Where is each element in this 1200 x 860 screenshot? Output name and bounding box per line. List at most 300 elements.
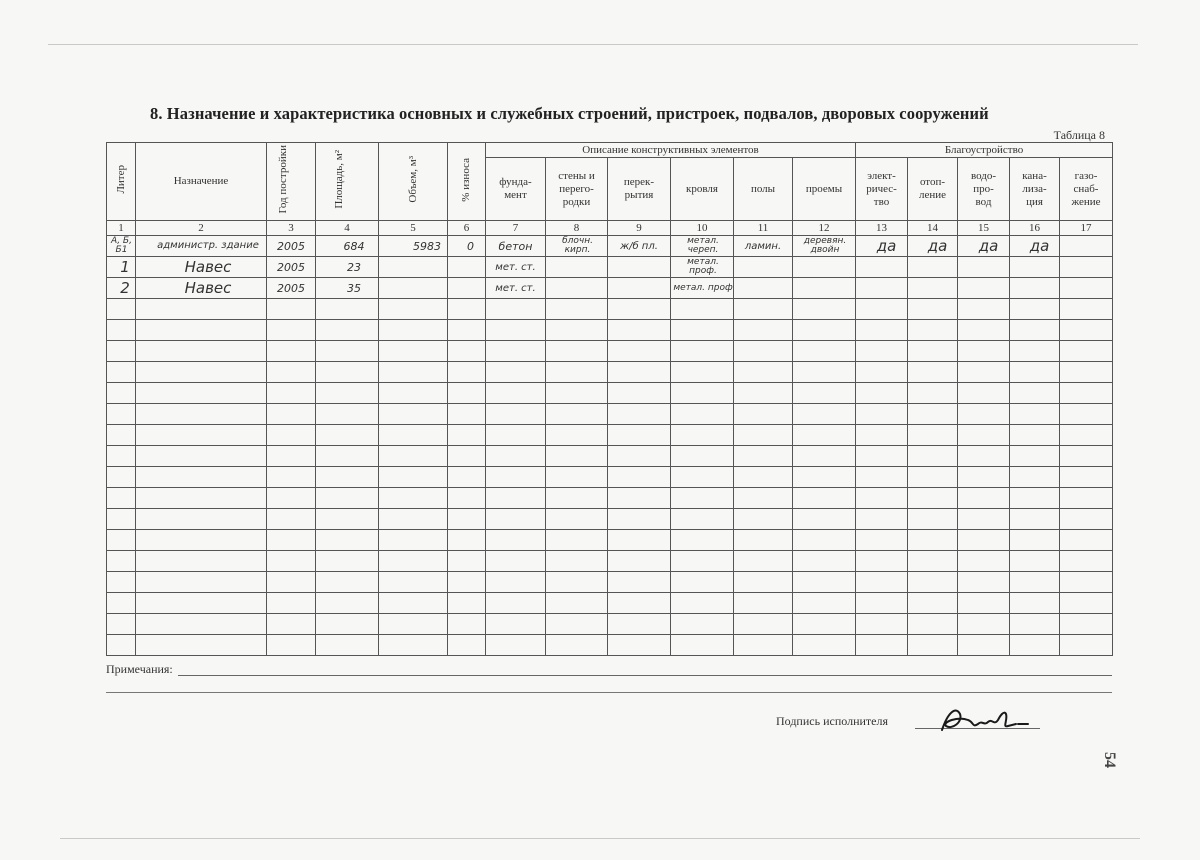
- empty-cell: [734, 635, 793, 656]
- cell-electric: да: [856, 236, 908, 257]
- empty-cell: [671, 467, 734, 488]
- empty-cell: [486, 383, 546, 404]
- empty-cell: [734, 362, 793, 383]
- empty-cell: [1060, 551, 1113, 572]
- empty-cell: [908, 572, 958, 593]
- cell-foundation: мет. ст.: [486, 257, 546, 278]
- column-numbers-row: 1 2 3 4 5 6 7 8 9 10 11 12 13 14 15 16 17: [107, 221, 1113, 236]
- cell-wear: 0: [448, 236, 486, 257]
- page-stamp: 54: [1101, 752, 1118, 768]
- empty-cell: [316, 425, 379, 446]
- empty-cell: [856, 299, 908, 320]
- empty-cell: [316, 383, 379, 404]
- empty-cell: [107, 614, 136, 635]
- empty-cell: [379, 467, 448, 488]
- empty-cell: [856, 635, 908, 656]
- empty-cell: [546, 362, 608, 383]
- cell-roof: метал. проф.: [671, 257, 734, 278]
- cell-water: да: [958, 236, 1010, 257]
- empty-cell: [316, 593, 379, 614]
- empty-cell: [734, 299, 793, 320]
- empty-cell: [958, 446, 1010, 467]
- empty-cell: [1060, 488, 1113, 509]
- empty-cell: [856, 530, 908, 551]
- empty-cell: [379, 320, 448, 341]
- header-year: Год постройки: [267, 143, 316, 221]
- empty-cell: [958, 614, 1010, 635]
- empty-cell: [136, 299, 267, 320]
- empty-cell: [908, 362, 958, 383]
- empty-cell: [267, 551, 316, 572]
- empty-cell: [908, 551, 958, 572]
- empty-cell: [448, 341, 486, 362]
- empty-cell: [908, 467, 958, 488]
- empty-cell: [1010, 404, 1060, 425]
- empty-cell: [793, 509, 856, 530]
- empty-cell: [908, 593, 958, 614]
- header-sewer: кана-лиза-ция: [1010, 158, 1060, 221]
- cell-area: 684: [316, 236, 379, 257]
- empty-cell: [546, 572, 608, 593]
- empty-cell: [136, 572, 267, 593]
- empty-table-row: [107, 530, 1113, 551]
- empty-cell: [793, 614, 856, 635]
- scan-edge-top: [48, 44, 1138, 45]
- cell-name: администр. здание: [136, 236, 267, 257]
- empty-cell: [1010, 551, 1060, 572]
- empty-cell: [856, 614, 908, 635]
- empty-cell: [1060, 383, 1113, 404]
- cell-foundation: мет. ст.: [486, 278, 546, 299]
- empty-table-row: [107, 299, 1113, 320]
- empty-cell: [608, 299, 671, 320]
- empty-cell: [379, 530, 448, 551]
- empty-table-row: [107, 425, 1113, 446]
- empty-cell: [1010, 614, 1060, 635]
- empty-cell: [267, 614, 316, 635]
- empty-cell: [136, 425, 267, 446]
- cell-name: Навес: [136, 257, 267, 278]
- empty-cell: [793, 488, 856, 509]
- empty-cell: [1010, 509, 1060, 530]
- empty-cell: [267, 425, 316, 446]
- empty-cell: [379, 572, 448, 593]
- empty-cell: [379, 488, 448, 509]
- cell-year: 2005: [267, 236, 316, 257]
- empty-cell: [793, 299, 856, 320]
- empty-cell: [1060, 467, 1113, 488]
- empty-cell: [793, 320, 856, 341]
- empty-cell: [267, 572, 316, 593]
- empty-cell: [546, 614, 608, 635]
- empty-cell: [486, 320, 546, 341]
- empty-table-row: [107, 551, 1113, 572]
- empty-cell: [856, 488, 908, 509]
- cell-heating: [908, 278, 958, 299]
- cell-electric: [856, 257, 908, 278]
- empty-cell: [671, 341, 734, 362]
- empty-cell: [267, 467, 316, 488]
- empty-cell: [958, 488, 1010, 509]
- empty-cell: [908, 530, 958, 551]
- empty-cell: [486, 467, 546, 488]
- empty-cell: [267, 593, 316, 614]
- header-roof: кровля: [671, 158, 734, 221]
- empty-cell: [107, 299, 136, 320]
- signature-label: Подпись исполнителя: [776, 714, 888, 728]
- empty-cell: [734, 530, 793, 551]
- empty-cell: [608, 509, 671, 530]
- empty-cell: [316, 509, 379, 530]
- empty-cell: [448, 614, 486, 635]
- empty-cell: [107, 488, 136, 509]
- empty-cell: [107, 593, 136, 614]
- empty-table-row: [107, 446, 1113, 467]
- empty-cell: [486, 446, 546, 467]
- empty-cell: [1060, 404, 1113, 425]
- empty-cell: [136, 446, 267, 467]
- empty-cell: [793, 551, 856, 572]
- empty-cell: [267, 362, 316, 383]
- empty-cell: [608, 572, 671, 593]
- notes-label: Примечания:: [106, 662, 173, 676]
- empty-cell: [486, 635, 546, 656]
- cell-floors-over: [608, 257, 671, 278]
- header-group-blago: Благоустройство: [856, 143, 1113, 158]
- empty-cell: [958, 299, 1010, 320]
- empty-cell: [958, 341, 1010, 362]
- empty-cell: [734, 446, 793, 467]
- header-water: водо-про-вод: [958, 158, 1010, 221]
- cell-liter: 1: [107, 257, 136, 278]
- cell-roof: метал. череп.: [671, 236, 734, 257]
- empty-cell: [1060, 446, 1113, 467]
- empty-cell: [107, 551, 136, 572]
- empty-table-row: [107, 572, 1113, 593]
- empty-cell: [608, 362, 671, 383]
- empty-cell: [908, 383, 958, 404]
- cell-openings: деревян. двойн: [793, 236, 856, 257]
- empty-table-row: [107, 320, 1113, 341]
- empty-cell: [671, 299, 734, 320]
- notes-line: [178, 675, 1112, 676]
- empty-cell: [671, 572, 734, 593]
- empty-cell: [136, 404, 267, 425]
- cell-walls: [546, 257, 608, 278]
- cell-wear: [448, 257, 486, 278]
- empty-cell: [958, 425, 1010, 446]
- empty-cell: [608, 446, 671, 467]
- empty-cell: [1060, 509, 1113, 530]
- page-title: 8. Назначение и характеристика основных и служебных строений, пристроек, подвалов, дворовых сооружений: [150, 104, 989, 123]
- empty-cell: [793, 467, 856, 488]
- empty-cell: [958, 530, 1010, 551]
- cell-sewer: [1010, 278, 1060, 299]
- empty-cell: [908, 320, 958, 341]
- empty-cell: [1010, 635, 1060, 656]
- empty-cell: [546, 320, 608, 341]
- empty-cell: [448, 362, 486, 383]
- empty-cell: [958, 635, 1010, 656]
- empty-cell: [486, 509, 546, 530]
- empty-cell: [856, 446, 908, 467]
- empty-cell: [856, 572, 908, 593]
- empty-cell: [486, 425, 546, 446]
- empty-cell: [793, 572, 856, 593]
- table-row: [107, 236, 1113, 257]
- cell-foundation: бетон: [486, 236, 546, 257]
- empty-cell: [107, 530, 136, 551]
- empty-cell: [734, 467, 793, 488]
- cell-volume: [379, 257, 448, 278]
- empty-cell: [734, 404, 793, 425]
- empty-cell: [793, 593, 856, 614]
- empty-cell: [1010, 383, 1060, 404]
- empty-cell: [856, 362, 908, 383]
- empty-cell: [734, 593, 793, 614]
- empty-cell: [1060, 572, 1113, 593]
- header-floors-over: перек-рытия: [608, 158, 671, 221]
- empty-cell: [1010, 320, 1060, 341]
- header-liter: Литер: [107, 143, 136, 221]
- empty-cell: [107, 572, 136, 593]
- empty-cell: [608, 530, 671, 551]
- empty-cell: [267, 446, 316, 467]
- empty-cell: [486, 404, 546, 425]
- cell-walls: блочн. кирп.: [546, 236, 608, 257]
- empty-cell: [546, 488, 608, 509]
- empty-cell: [486, 299, 546, 320]
- empty-table-row: [107, 404, 1113, 425]
- empty-cell: [1010, 446, 1060, 467]
- empty-cell: [671, 404, 734, 425]
- empty-cell: [608, 404, 671, 425]
- empty-cell: [136, 320, 267, 341]
- empty-cell: [546, 341, 608, 362]
- empty-cell: [316, 446, 379, 467]
- header-gas: газо-снаб-жение: [1060, 158, 1113, 221]
- empty-cell: [1010, 572, 1060, 593]
- empty-cell: [546, 509, 608, 530]
- empty-cell: [958, 572, 1010, 593]
- table-label: Таблица 8: [1053, 128, 1105, 142]
- empty-cell: [107, 446, 136, 467]
- header-wear: % износа: [448, 143, 486, 221]
- empty-cell: [486, 488, 546, 509]
- empty-cell: [448, 467, 486, 488]
- empty-cell: [608, 488, 671, 509]
- empty-cell: [793, 530, 856, 551]
- empty-cell: [316, 299, 379, 320]
- empty-cell: [671, 425, 734, 446]
- empty-cell: [448, 383, 486, 404]
- empty-cell: [671, 530, 734, 551]
- empty-cell: [793, 635, 856, 656]
- empty-cell: [1010, 362, 1060, 383]
- empty-cell: [1060, 635, 1113, 656]
- empty-table-row: [107, 509, 1113, 530]
- empty-cell: [316, 572, 379, 593]
- empty-cell: [486, 593, 546, 614]
- empty-table-row: [107, 614, 1113, 635]
- empty-cell: [267, 530, 316, 551]
- cell-year: 2005: [267, 278, 316, 299]
- empty-cell: [546, 446, 608, 467]
- empty-cell: [379, 362, 448, 383]
- empty-cell: [136, 467, 267, 488]
- empty-cell: [107, 509, 136, 530]
- empty-cell: [267, 383, 316, 404]
- empty-cell: [316, 551, 379, 572]
- empty-cell: [1060, 425, 1113, 446]
- empty-cell: [608, 635, 671, 656]
- header-walls: стены и перего-родки: [546, 158, 608, 221]
- empty-cell: [1060, 614, 1113, 635]
- empty-cell: [448, 509, 486, 530]
- cell-openings: [793, 257, 856, 278]
- cell-area: 23: [316, 257, 379, 278]
- empty-cell: [793, 362, 856, 383]
- empty-cell: [1010, 488, 1060, 509]
- empty-cell: [107, 425, 136, 446]
- empty-cell: [856, 425, 908, 446]
- empty-cell: [379, 551, 448, 572]
- empty-cell: [608, 551, 671, 572]
- empty-cell: [316, 467, 379, 488]
- empty-cell: [1060, 299, 1113, 320]
- cell-wear: [448, 278, 486, 299]
- cell-volume: [379, 278, 448, 299]
- empty-cell: [107, 467, 136, 488]
- buildings-table: [106, 142, 1113, 656]
- header-openings: проемы: [793, 158, 856, 221]
- empty-cell: [546, 467, 608, 488]
- empty-cell: [734, 488, 793, 509]
- signature-mark: [934, 704, 1034, 736]
- empty-cell: [608, 383, 671, 404]
- cell-water: [958, 278, 1010, 299]
- empty-cell: [107, 635, 136, 656]
- empty-cell: [671, 509, 734, 530]
- empty-table-row: [107, 467, 1113, 488]
- empty-cell: [316, 488, 379, 509]
- cell-name: Навес: [136, 278, 267, 299]
- empty-cell: [958, 509, 1010, 530]
- empty-cell: [107, 404, 136, 425]
- empty-cell: [448, 530, 486, 551]
- empty-cell: [546, 551, 608, 572]
- empty-cell: [671, 383, 734, 404]
- empty-table-row: [107, 593, 1113, 614]
- cell-liter: 2: [107, 278, 136, 299]
- empty-cell: [908, 635, 958, 656]
- empty-cell: [1010, 467, 1060, 488]
- header-purpose: Назначение: [136, 143, 267, 221]
- empty-cell: [448, 425, 486, 446]
- header-heating: отоп-ление: [908, 158, 958, 221]
- empty-cell: [316, 362, 379, 383]
- empty-cell: [734, 614, 793, 635]
- empty-cell: [908, 341, 958, 362]
- empty-cell: [267, 488, 316, 509]
- empty-cell: [486, 572, 546, 593]
- empty-cell: [734, 425, 793, 446]
- empty-cell: [671, 614, 734, 635]
- empty-cell: [958, 362, 1010, 383]
- empty-cell: [1060, 530, 1113, 551]
- empty-cell: [608, 467, 671, 488]
- table-row: [107, 257, 1113, 278]
- empty-cell: [486, 341, 546, 362]
- empty-cell: [486, 551, 546, 572]
- table-row: [107, 278, 1113, 299]
- empty-table-row: [107, 635, 1113, 656]
- empty-cell: [1060, 362, 1113, 383]
- empty-table-row: [107, 488, 1113, 509]
- empty-cell: [1010, 299, 1060, 320]
- header-area: Площадь, м²: [316, 143, 379, 221]
- empty-cell: [908, 614, 958, 635]
- empty-cell: [958, 383, 1010, 404]
- empty-cell: [107, 320, 136, 341]
- empty-cell: [379, 425, 448, 446]
- empty-cell: [608, 425, 671, 446]
- cell-gas: [1060, 236, 1113, 257]
- empty-cell: [908, 509, 958, 530]
- empty-cell: [1010, 341, 1060, 362]
- empty-table-row: [107, 383, 1113, 404]
- cell-floor: [734, 278, 793, 299]
- empty-cell: [267, 404, 316, 425]
- cell-openings: [793, 278, 856, 299]
- empty-cell: [793, 341, 856, 362]
- empty-cell: [448, 572, 486, 593]
- empty-cell: [546, 299, 608, 320]
- empty-cell: [107, 341, 136, 362]
- empty-cell: [734, 320, 793, 341]
- empty-cell: [486, 614, 546, 635]
- empty-cell: [856, 320, 908, 341]
- empty-cell: [448, 404, 486, 425]
- empty-cell: [856, 467, 908, 488]
- cell-sewer: да: [1010, 236, 1060, 257]
- empty-cell: [316, 341, 379, 362]
- empty-cell: [448, 593, 486, 614]
- cell-year: 2005: [267, 257, 316, 278]
- empty-cell: [448, 446, 486, 467]
- empty-cell: [448, 488, 486, 509]
- empty-cell: [958, 404, 1010, 425]
- empty-cell: [267, 509, 316, 530]
- empty-cell: [136, 341, 267, 362]
- empty-cell: [316, 320, 379, 341]
- header-group-construct: Описание конструктивных элементов: [486, 143, 856, 158]
- empty-cell: [671, 635, 734, 656]
- empty-cell: [908, 425, 958, 446]
- cell-liter: А, Б, Б1: [107, 236, 136, 257]
- empty-cell: [107, 383, 136, 404]
- cell-water: [958, 257, 1010, 278]
- empty-cell: [107, 362, 136, 383]
- empty-table-row: [107, 362, 1113, 383]
- empty-cell: [1060, 320, 1113, 341]
- empty-cell: [316, 614, 379, 635]
- empty-cell: [267, 341, 316, 362]
- empty-cell: [856, 509, 908, 530]
- empty-cell: [448, 551, 486, 572]
- cell-area: 35: [316, 278, 379, 299]
- empty-cell: [908, 446, 958, 467]
